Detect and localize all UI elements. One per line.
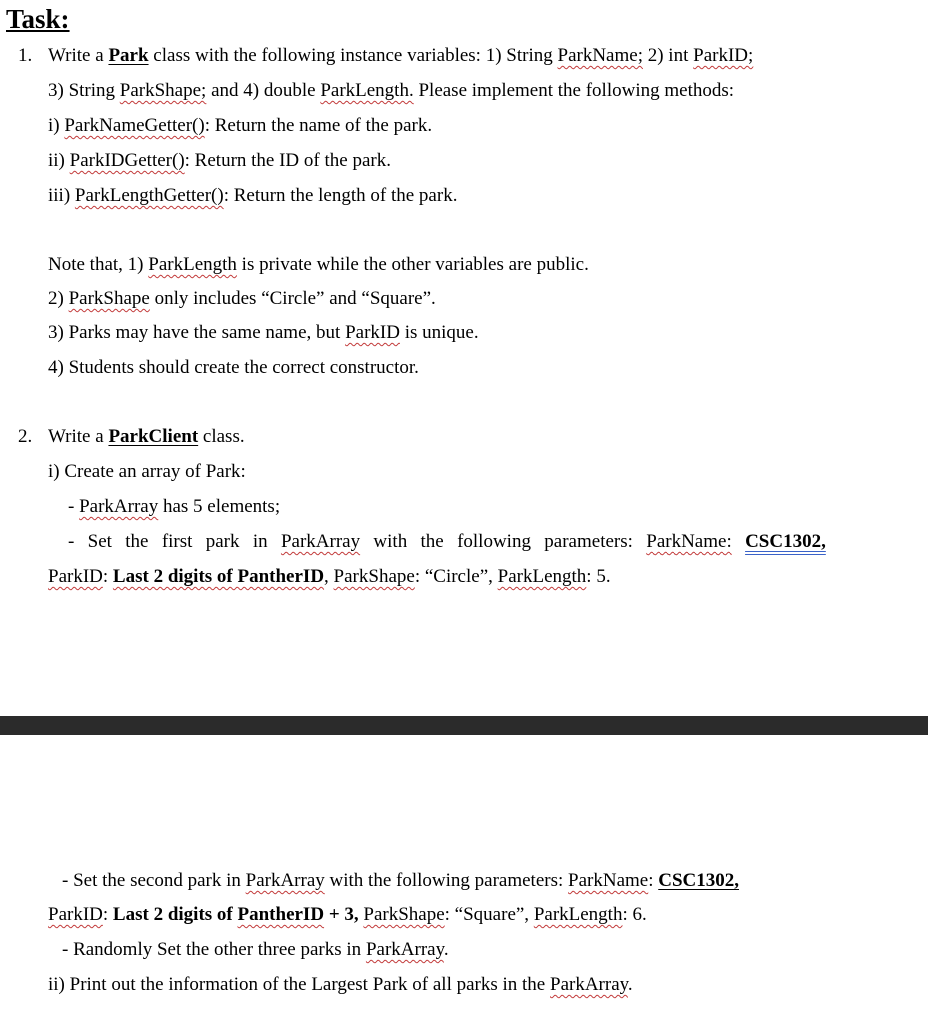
- q1-line-2: 3) String ParkShape; and 4) double ParkLength. Please implement the following methods:: [48, 80, 735, 101]
- q2-line-2: i) Create an array of Park:: [48, 461, 246, 482]
- q2-line-9: ii) Print out the information of the Largest Park of all parks in the ParkArray.: [48, 974, 633, 995]
- q2-number: 2.: [18, 426, 33, 447]
- q2-line-8: - Randomly Set the other three parks in ParkArray.: [62, 939, 449, 960]
- q2-line-3: - ParkArray has 5 elements;: [68, 496, 281, 517]
- method-length-getter: iii) ParkLengthGetter(): Return the length of the park.: [48, 185, 458, 206]
- note-3: 3) Parks may have the same name, but ParkID is unique.: [48, 322, 479, 343]
- method-id-getter: ii) ParkIDGetter(): Return the ID of the park.: [48, 150, 391, 171]
- park-class-name: Park: [108, 45, 149, 66]
- q2-line-1: Write a ParkClient class.: [48, 426, 245, 447]
- q2-line-6: - Set the second park in ParkArray with the following parameters: ParkName: CSC1302,: [62, 870, 740, 891]
- q1-line-1: Write a Park class with the following instance variables: 1) String ParkName; 2) int ParkID;: [48, 45, 754, 66]
- note-2: 2) ParkShape only includes “Circle” and “Square”.: [48, 288, 436, 309]
- q2-line-7: ParkID: Last 2 digits of PantherID + 3, ParkShape: “Square”, ParkLength: 6.: [48, 904, 647, 925]
- note-1: Note that, 1) ParkLength is private while the other variables are public.: [48, 254, 589, 275]
- q1-number: 1.: [18, 45, 33, 66]
- q2-line-5: ParkID: Last 2 digits of PantherID, ParkShape: “Circle”, ParkLength: 5.: [48, 566, 611, 587]
- q2-line-4: - Set the first park in ParkArray with the following parameters: ParkName: CSC1302,: [68, 531, 826, 552]
- method-name-getter: i) ParkNameGetter(): Return the name of the park.: [48, 115, 433, 136]
- parkclient-class-name: ParkClient: [108, 426, 199, 447]
- note-4: 4) Students should create the correct constructor.: [48, 357, 419, 378]
- page-divider: [0, 716, 928, 735]
- task-title: Task:: [6, 4, 70, 34]
